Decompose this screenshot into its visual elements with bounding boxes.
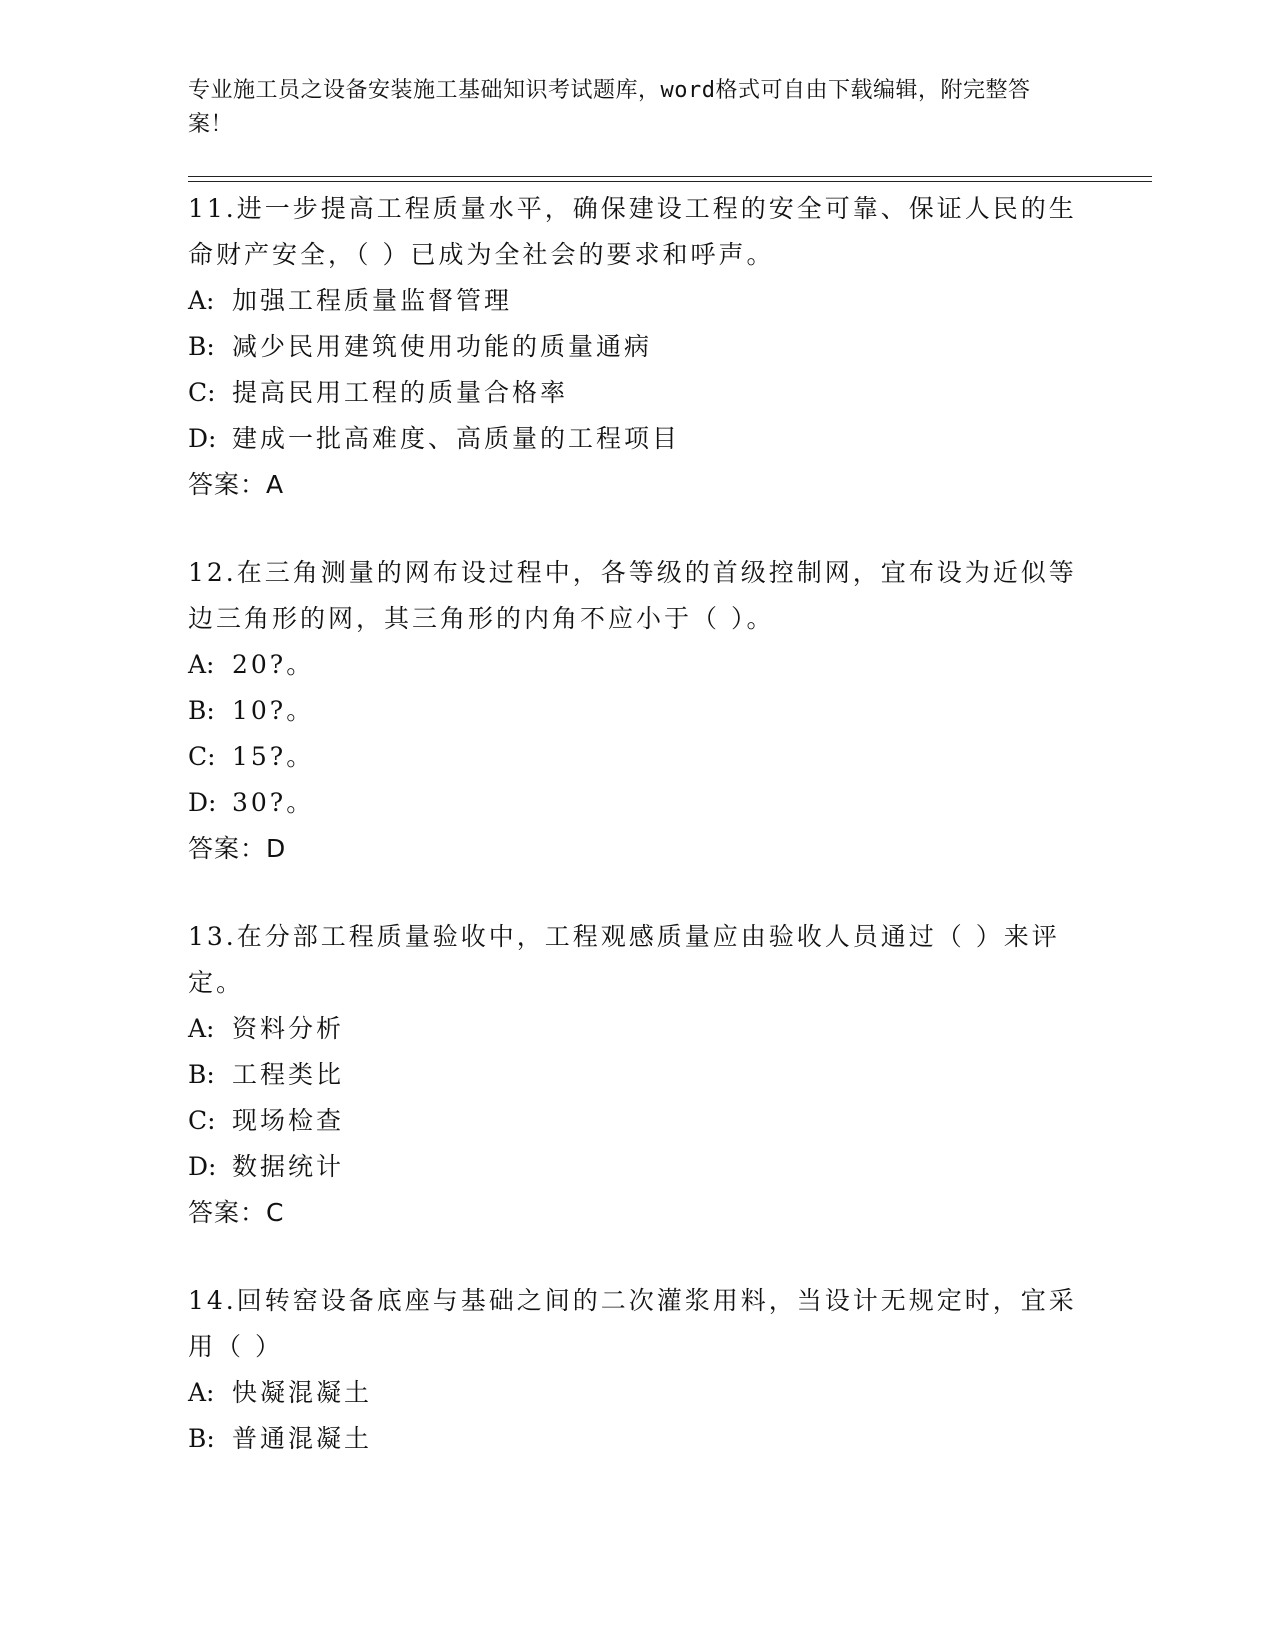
option-text: 10?。: [232, 696, 315, 725]
question-stem: 14.回转窑设备底座与基础之间的二次灌浆用料，当设计无规定时，宜采用（ ）: [188, 1286, 1077, 1361]
option-text: 资料分析: [232, 1014, 345, 1043]
option-letter: C:: [188, 742, 216, 771]
option-letter: D:: [188, 424, 217, 453]
question-list: [188, 186, 1088, 1504]
option-b: [188, 688, 1088, 734]
header-divider-bottom: [188, 181, 1152, 182]
option-text: 工程类比: [232, 1060, 345, 1089]
option-d: [188, 780, 1088, 826]
option-text: 普通混凝土: [232, 1424, 373, 1453]
option-letter: B:: [188, 696, 215, 725]
option-letter: D:: [188, 788, 217, 817]
answer-line: 答案：D: [188, 834, 287, 863]
option-letter: B:: [188, 1424, 215, 1453]
option-letter: B:: [188, 332, 215, 361]
option-b: [188, 324, 1088, 370]
option-a: [188, 1370, 1088, 1416]
option-a: [188, 1006, 1088, 1052]
answer-line: 答案：A: [188, 470, 285, 499]
answer-line: 答案：C: [188, 1198, 285, 1227]
option-text: 快凝混凝土: [232, 1378, 373, 1407]
option-text: 建成一批高难度、高质量的工程项目: [232, 424, 681, 453]
option-b: [188, 1052, 1088, 1098]
option-letter: A:: [188, 1378, 215, 1407]
option-d: [188, 416, 1088, 462]
option-text: 提高民用工程的质量合格率: [232, 378, 569, 407]
question-stem: 13.在分部工程质量验收中，工程观感质量应由验收人员通过（ ）来评定。: [188, 922, 1060, 997]
option-c: [188, 370, 1088, 416]
option-text: 30?。: [232, 788, 315, 817]
option-b: [188, 1416, 1088, 1462]
option-text: 15?。: [232, 742, 315, 771]
option-letter: B:: [188, 1060, 215, 1089]
question-11: [188, 186, 1088, 508]
option-text: 加强工程质量监督管理: [232, 286, 513, 315]
option-a: [188, 278, 1088, 324]
option-letter: C:: [188, 1106, 216, 1135]
option-letter: D:: [188, 1152, 217, 1181]
option-d: [188, 1144, 1088, 1190]
header-divider-top: [188, 176, 1152, 177]
option-letter: C:: [188, 378, 216, 407]
question-stem: 11.进一步提高工程质量水平，确保建设工程的安全可靠、保证人民的生命财产安全，（ ）已成为全社会的要求和呼声。: [188, 194, 1077, 269]
option-c: [188, 734, 1088, 780]
option-text: 20?。: [232, 650, 315, 679]
option-text: 数据统计: [232, 1152, 345, 1181]
question-12: [188, 550, 1088, 872]
question-stem: 12.在三角测量的网布设过程中，各等级的首级控制网，宜布设为近似等边三角形的网，其三角形的内角不应小于（ ）。: [188, 558, 1077, 633]
option-letter: A:: [188, 1014, 215, 1043]
option-a: [188, 642, 1088, 688]
option-letter: A:: [188, 286, 215, 315]
option-text: 现场检查: [232, 1106, 345, 1135]
question-13: [188, 914, 1088, 1236]
question-14: [188, 1278, 1088, 1462]
document-header: 专业施工员之设备安装施工基础知识考试题库，word格式可自由下载编辑，附完整答案！: [188, 78, 1031, 137]
option-text: 减少民用建筑使用功能的质量通病: [232, 332, 653, 361]
option-letter: A:: [188, 650, 215, 679]
option-c: [188, 1098, 1088, 1144]
